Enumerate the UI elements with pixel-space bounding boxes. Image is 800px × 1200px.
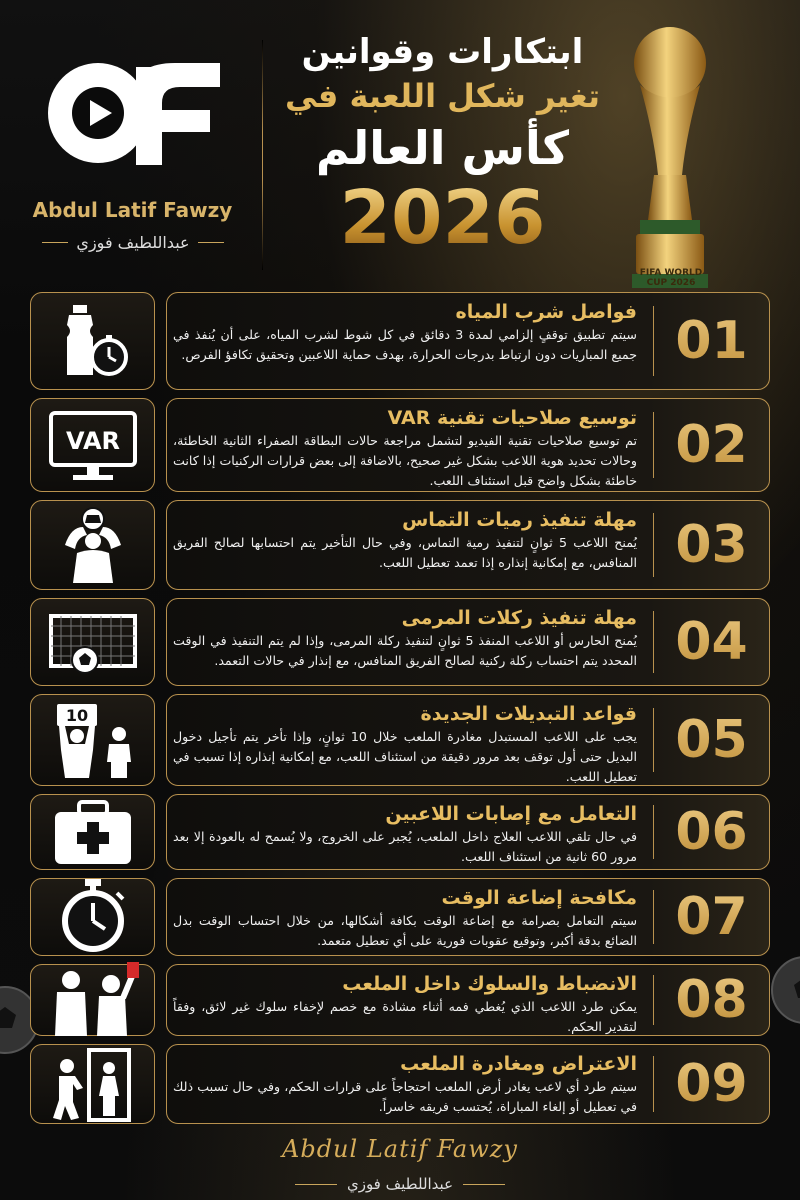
title-line-1: ابتكارات وقوانين bbox=[301, 32, 584, 72]
decor-line bbox=[295, 1184, 337, 1185]
footer-name-ar: عبداللطيف فوزي bbox=[346, 1175, 454, 1193]
rule-text-box bbox=[166, 292, 770, 390]
board-number: 10 bbox=[65, 706, 88, 725]
rule-number: 03 bbox=[654, 501, 769, 589]
rule-content bbox=[173, 501, 643, 589]
rule-card bbox=[30, 292, 770, 390]
water-bottle-stopwatch-icon bbox=[43, 301, 143, 381]
rule-content bbox=[173, 795, 643, 869]
rule-title: مهلة تنفيذ رميات التماس bbox=[402, 509, 637, 531]
rule-icon-box bbox=[30, 964, 155, 1036]
title-year: 2026 bbox=[275, 178, 610, 258]
title-line-2: تغير شكل اللعبة في bbox=[284, 77, 600, 115]
rule-icon-box bbox=[30, 292, 155, 390]
rule-title: قواعد التبديلات الجديدة bbox=[420, 703, 637, 725]
substitution-board-icon bbox=[43, 700, 143, 780]
trophy-label-line1: FIFA WORLD bbox=[639, 268, 703, 278]
rule-content bbox=[173, 293, 643, 389]
rule-number: 08 bbox=[654, 965, 769, 1035]
rule-number: 09 bbox=[654, 1045, 769, 1123]
goal-net-ball-icon bbox=[43, 602, 143, 682]
brand-name-ar: عبداللطيف فوزي bbox=[76, 232, 190, 252]
rule-card bbox=[30, 500, 770, 590]
rule-number: 02 bbox=[654, 399, 769, 491]
rule-title: التعامل مع إصابات اللاعبين bbox=[385, 803, 637, 825]
rule-content bbox=[173, 879, 643, 955]
decor-line bbox=[42, 242, 68, 243]
football-icon bbox=[770, 955, 800, 1025]
rule-text-box bbox=[166, 398, 770, 492]
rule-title: مكافحة إضاعة الوقت bbox=[441, 887, 637, 909]
rule-card bbox=[30, 878, 770, 956]
af-logo-icon bbox=[40, 55, 225, 173]
rule-number: 04 bbox=[654, 599, 769, 685]
rule-card bbox=[30, 694, 770, 786]
rule-body: يمكن طرد اللاعب الذي يُغطي فمه أثناء مشادة مع خصم لإخفاء سلوك غير لائق، وفقاً لتقدير الحكم. bbox=[173, 999, 637, 1034]
rule-body: سيتم تطبيق توقفٍ إلزامي لمدة 3 دقائق في كل شوط لشرب المياه، على أن يُنفذ في جميع المباريات دون ارتباط بدرجات الحرارة، بهدف حماية اللاعبين وتحقيق تكافؤ الفرص. bbox=[173, 327, 637, 362]
rule-body: يُمنح الحارس أو اللاعب المنفذ 5 ثوانٍ لتنفيذ ركلة المرمى، وإذا لم يتم التنفيذ في الوقت المحدد يتم احتساب ركلة ركنية لصالح الفريق المنافس، مع إنذار في حالات التعمد. bbox=[173, 633, 637, 668]
decor-line bbox=[198, 242, 224, 243]
rule-body: يُمنح اللاعب 5 ثوانٍ لتنفيذ رمية التماس، وفي حال التأخير يتم احتسابها لصالح الفريق المنافس، مع إمكانية إنذاره إذا تعمد تعطيل اللعب. bbox=[173, 535, 637, 570]
rule-content bbox=[173, 399, 643, 491]
rule-body: تم توسيع صلاحيات تقنية الفيديو لتشمل مراجعة حالات البطاقة الصفراء الثانية الخاطئة، وحالات تحديد هوية اللاعب بشكل غير صحيح، بالاضافة إلى بعض قرارات الركنيات إذا كانت خاطئة بشكل واضح قبل استئناف اللعب. bbox=[173, 433, 637, 488]
trophy-label-line2: CUP 2026 bbox=[646, 278, 696, 288]
footer-name-ar-row bbox=[265, 1172, 535, 1196]
decor-line bbox=[463, 1184, 505, 1185]
rule-title: الاعتراض ومغادرة الملعب bbox=[400, 1053, 637, 1075]
rule-title: توسيع صلاحيات تقنية VAR bbox=[387, 407, 637, 429]
rule-card bbox=[30, 598, 770, 686]
rule-number: 07 bbox=[654, 879, 769, 955]
page-title bbox=[275, 30, 610, 261]
rule-title: الانضباط والسلوك داخل الملعب bbox=[342, 973, 637, 995]
world-cup-trophy-icon bbox=[610, 15, 730, 295]
rule-content bbox=[173, 1045, 643, 1123]
rule-text-box bbox=[166, 794, 770, 870]
rule-body: يجب على اللاعب المستبدل مغادرة الملعب خلال 10 ثوانٍ، وإذا تأخر يتم تأجيل دخول البديل حتى أول توقف بعد مرور دقيقة من استئناف اللعب، مع إمكانية إنذاره إذا تسبب في تعطيل اللعب. bbox=[173, 729, 637, 784]
rule-number: 01 bbox=[654, 293, 769, 389]
rule-body: في حال تلقي اللاعب العلاج داخل الملعب، يُجبر على الخروج، ولا يُسمح له بالعودة إلا بعد مرور 60 ثانية من استئناف اللعب. bbox=[173, 829, 637, 864]
title-line-3: كأس العالم bbox=[315, 121, 570, 175]
rule-number: 06 bbox=[654, 795, 769, 869]
rule-text-box bbox=[166, 1044, 770, 1124]
var-monitor-icon bbox=[43, 405, 143, 485]
rule-text-box bbox=[166, 878, 770, 956]
rule-title: مهلة تنفيذ ركلات المرمى bbox=[401, 607, 637, 629]
rule-card bbox=[30, 794, 770, 870]
rule-icon-box bbox=[30, 398, 155, 492]
rule-icon-box bbox=[30, 500, 155, 590]
rule-content bbox=[173, 695, 643, 785]
rule-icon-box bbox=[30, 794, 155, 870]
footer-signature: Abdul Latif Fawzy bbox=[282, 1135, 518, 1163]
rule-text-box bbox=[166, 694, 770, 786]
rule-body: سيتم التعامل بصرامة مع إضاعة الوقت بكافة أشكالها، من خلال احتساب الوقت بدل الضائع بدقة أكبر، وتوقيع عقوبات فورية على أي تعطيل متعمد. bbox=[173, 913, 637, 948]
rule-icon-box bbox=[30, 878, 155, 956]
stopwatch-icon bbox=[43, 877, 143, 957]
trophy-label bbox=[631, 268, 711, 288]
brand-name-en: Abdul Latif Fawzy bbox=[32, 198, 233, 222]
brand-name-ar-row bbox=[28, 230, 238, 254]
rule-card bbox=[30, 398, 770, 492]
rule-card bbox=[30, 964, 770, 1036]
rule-icon-box bbox=[30, 1044, 155, 1124]
rule-title: فواصل شرب المياه bbox=[455, 301, 637, 323]
rule-content bbox=[173, 965, 643, 1035]
rule-icon-box bbox=[30, 598, 155, 686]
rule-body: سيتم طرد أي لاعب يغادر أرض الملعب احتجاجاً على قرارات الحكم، وفي حال تسبب ذلك في تعطيل أو إلغاء المباراة، يُحتسب فريقه خاسراً. bbox=[173, 1079, 637, 1114]
header bbox=[0, 0, 800, 288]
rule-card bbox=[30, 1044, 770, 1124]
rule-icon-box bbox=[30, 694, 155, 786]
rule-text-box bbox=[166, 964, 770, 1036]
header-divider bbox=[262, 40, 263, 270]
rule-text-box bbox=[166, 500, 770, 590]
exit-door-icon bbox=[43, 1044, 143, 1124]
medical-kit-icon bbox=[43, 792, 143, 872]
rule-text-box bbox=[166, 598, 770, 686]
rule-number: 05 bbox=[654, 695, 769, 785]
var-label: VAR bbox=[65, 427, 120, 455]
red-card-referee-icon bbox=[43, 960, 143, 1040]
rule-content bbox=[173, 599, 643, 685]
throw-in-player-icon bbox=[43, 505, 143, 585]
